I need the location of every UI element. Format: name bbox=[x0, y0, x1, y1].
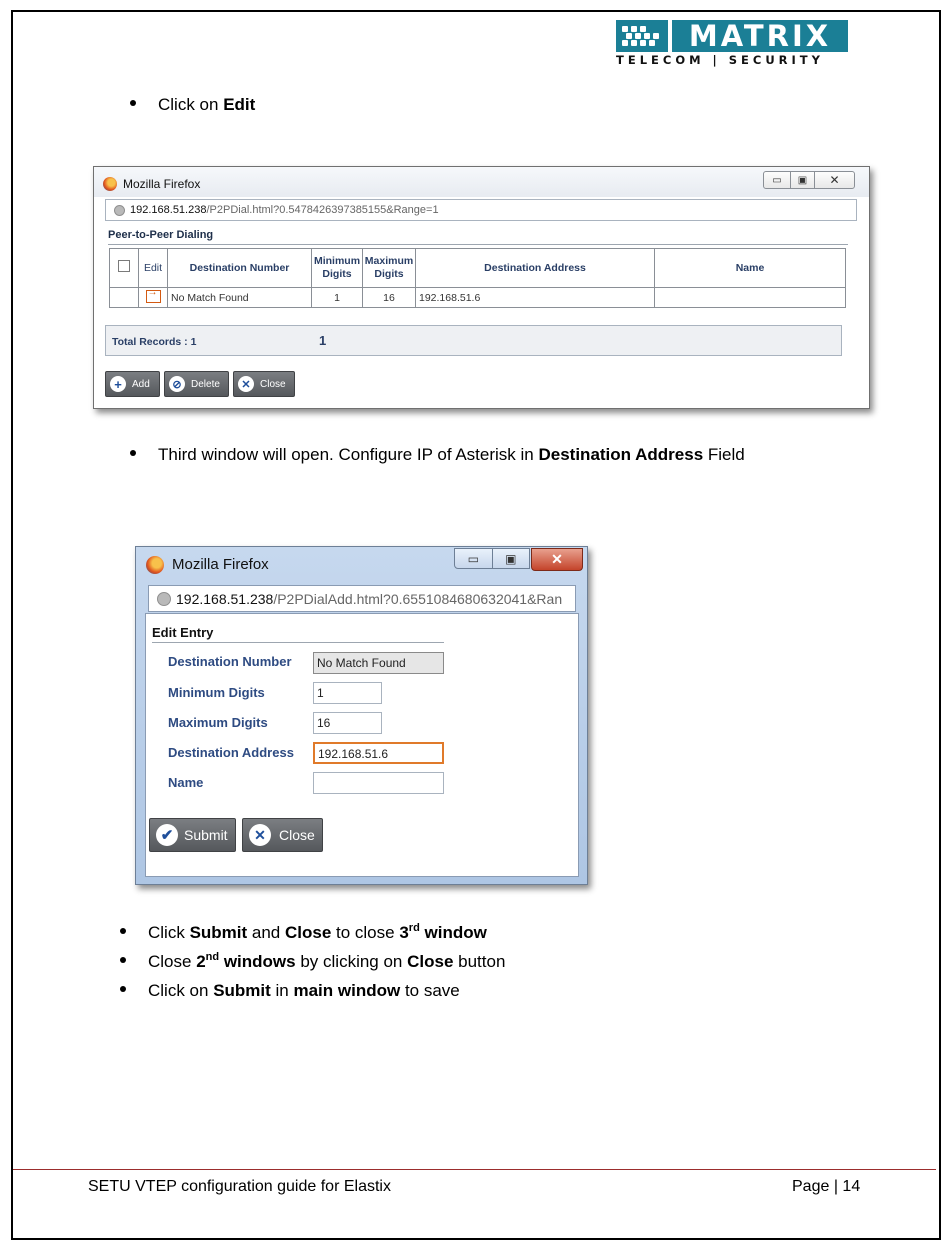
table-header-row bbox=[110, 249, 846, 288]
window-close-icon[interactable]: ✕ bbox=[531, 548, 583, 571]
bullet-click-edit bbox=[130, 95, 255, 115]
col-destination-address: Destination Address bbox=[416, 249, 655, 288]
plus-icon: + bbox=[110, 376, 126, 392]
window-titlebar bbox=[94, 167, 869, 197]
bullet-submit-close bbox=[120, 923, 487, 943]
firefox-icon bbox=[103, 177, 117, 191]
window-controls bbox=[454, 548, 530, 569]
firefox-icon bbox=[146, 556, 164, 574]
maximum-digits-label: Maximum Digits bbox=[168, 715, 268, 730]
close-button[interactable] bbox=[233, 371, 295, 397]
window-title: Mozilla Firefox bbox=[123, 177, 201, 191]
destination-address-label: Destination Address bbox=[168, 745, 294, 760]
add-button-label: Add bbox=[132, 378, 150, 390]
bullet-bold: Close bbox=[284, 923, 332, 942]
close-button-label: Close bbox=[260, 378, 286, 390]
logo-tagline: TELECOM | SECURITY bbox=[616, 53, 824, 67]
delete-button[interactable] bbox=[164, 371, 229, 397]
footer-title: SETU VTEP configuration guide for Elastix bbox=[88, 1178, 391, 1195]
bullet-text: Click bbox=[148, 923, 190, 942]
total-records-value: 1 bbox=[319, 333, 327, 348]
bullet-dot bbox=[130, 450, 136, 456]
checkmark-icon: ✔ bbox=[156, 824, 178, 846]
bullet-bold: Edit bbox=[223, 95, 256, 114]
row-edit-cell bbox=[139, 288, 168, 308]
cell-destination-address: 192.168.51.6 bbox=[416, 288, 655, 308]
bullet-text: in bbox=[270, 981, 294, 1000]
close-button[interactable] bbox=[242, 818, 323, 852]
submit-button[interactable] bbox=[149, 818, 236, 852]
table-row bbox=[110, 288, 846, 308]
bullet-bold: 3 bbox=[399, 923, 409, 942]
total-records-bar bbox=[105, 325, 842, 356]
bullet-bold: window bbox=[419, 923, 487, 942]
minimum-digits-field[interactable]: 1 bbox=[313, 682, 382, 704]
bullet-text: to save bbox=[400, 981, 460, 1000]
bullet-dot bbox=[120, 957, 126, 963]
p2p-dialing-table bbox=[109, 248, 846, 308]
col-minimum-digits bbox=[312, 249, 363, 288]
section-divider bbox=[108, 244, 848, 245]
x-circle-icon: ✕ bbox=[238, 376, 254, 392]
close-button-label: Close bbox=[279, 827, 315, 843]
prohibit-icon: ⊘ bbox=[169, 376, 185, 392]
bullet-text: button bbox=[453, 952, 506, 971]
select-all-checkbox[interactable] bbox=[118, 260, 130, 272]
globe-icon bbox=[114, 205, 125, 216]
minimize-icon[interactable]: ▭ bbox=[467, 551, 479, 566]
select-all-header bbox=[110, 249, 139, 288]
cell-name bbox=[655, 288, 846, 308]
bullet-bold: Submit bbox=[213, 981, 271, 1000]
col-edit: Edit bbox=[139, 249, 168, 288]
bullet-dot bbox=[130, 100, 136, 106]
firefox-window-p2p-dialing bbox=[93, 166, 870, 409]
bullet-text-post: Field bbox=[703, 445, 745, 464]
url-host: 192.168.51.238 bbox=[176, 590, 274, 607]
url-bar[interactable] bbox=[148, 585, 576, 612]
bullet-text: Click on bbox=[148, 981, 214, 1000]
name-field[interactable] bbox=[313, 772, 444, 794]
section-title: Edit Entry bbox=[152, 625, 214, 640]
destination-number-label: Destination Number bbox=[168, 654, 292, 669]
destination-address-field[interactable]: 192.168.51.6 bbox=[313, 742, 444, 764]
maximize-icon[interactable]: ▣ bbox=[790, 172, 814, 188]
firefox-window-edit-entry bbox=[135, 546, 588, 885]
bullet-text: to close bbox=[331, 923, 400, 942]
name-label: Name bbox=[168, 775, 204, 790]
bullet-bold: Submit bbox=[189, 923, 248, 942]
window-controls bbox=[763, 171, 855, 189]
col-maximum-digits bbox=[363, 249, 416, 288]
logo-word: MATRIX bbox=[672, 20, 848, 52]
section-title: Peer-to-Peer Dialing bbox=[108, 229, 214, 241]
matrix-logo bbox=[616, 20, 848, 67]
bullet-bold: 2 bbox=[196, 952, 206, 971]
maximize-icon[interactable]: ▣ bbox=[492, 549, 530, 568]
page-number: Page | 14 bbox=[792, 1178, 861, 1195]
col-min-line1: Minimum bbox=[313, 255, 361, 267]
bullet-superscript: rd bbox=[408, 922, 420, 934]
bullet-bold: Destination Address bbox=[538, 445, 704, 464]
edit-entry-form bbox=[145, 613, 579, 877]
url-path: /P2PDialAdd.html?0.6551084680632041&Ran bbox=[273, 590, 563, 607]
col-max-line1: Maximum bbox=[364, 255, 414, 267]
bullet-text: Click on bbox=[158, 95, 224, 114]
delete-button-label: Delete bbox=[191, 378, 220, 390]
url-host: 192.168.51.238 bbox=[130, 204, 207, 216]
col-destination-number: Destination Number bbox=[168, 249, 312, 288]
cell-minimum-digits: 1 bbox=[312, 288, 363, 308]
maximum-digits-field[interactable]: 16 bbox=[313, 712, 382, 734]
cell-maximum-digits: 16 bbox=[363, 288, 416, 308]
window-title: Mozilla Firefox bbox=[172, 556, 269, 573]
logo-mark-icon bbox=[616, 20, 668, 52]
bullet-bold: main window bbox=[293, 981, 401, 1000]
total-records-label: Total Records : 1 bbox=[112, 336, 197, 348]
bullet-dot bbox=[120, 928, 126, 934]
col-max-line2: Digits bbox=[374, 268, 404, 280]
bullet-bold: windows bbox=[219, 952, 296, 971]
footer-divider bbox=[13, 1169, 936, 1170]
x-circle-icon: ✕ bbox=[249, 824, 271, 846]
bullet-bold: Close bbox=[407, 952, 454, 971]
bullet-close-2nd bbox=[120, 952, 505, 972]
edit-icon[interactable] bbox=[146, 290, 161, 303]
bullet-text: Third window will open. Configure IP of Asterisk in bbox=[158, 445, 539, 464]
globe-icon bbox=[157, 592, 171, 606]
bullet-text: and bbox=[247, 923, 285, 942]
close-icon[interactable]: ✕ bbox=[814, 172, 854, 188]
url-bar[interactable] bbox=[105, 199, 857, 221]
minimize-icon[interactable]: ▭ bbox=[772, 174, 782, 186]
minimum-digits-label: Minimum Digits bbox=[168, 685, 265, 700]
bullet-dot bbox=[120, 986, 126, 992]
section-divider bbox=[152, 642, 444, 643]
bullet-submit-main bbox=[120, 981, 460, 1001]
cell-destination-number: No Match Found bbox=[168, 288, 312, 308]
row-select-cell bbox=[110, 288, 139, 308]
destination-number-field[interactable]: No Match Found bbox=[313, 652, 444, 674]
url-path: /P2PDial.html?0.5478426397385155&Range=1 bbox=[206, 204, 439, 216]
bullet-third-window bbox=[130, 445, 745, 465]
col-name: Name bbox=[655, 249, 846, 288]
submit-button-label: Submit bbox=[184, 827, 228, 843]
col-min-line2: Digits bbox=[322, 268, 352, 280]
bullet-text: Close bbox=[148, 952, 197, 971]
bullet-superscript: nd bbox=[205, 951, 220, 963]
add-button[interactable] bbox=[105, 371, 160, 397]
bullet-text: by clicking on bbox=[295, 952, 408, 971]
